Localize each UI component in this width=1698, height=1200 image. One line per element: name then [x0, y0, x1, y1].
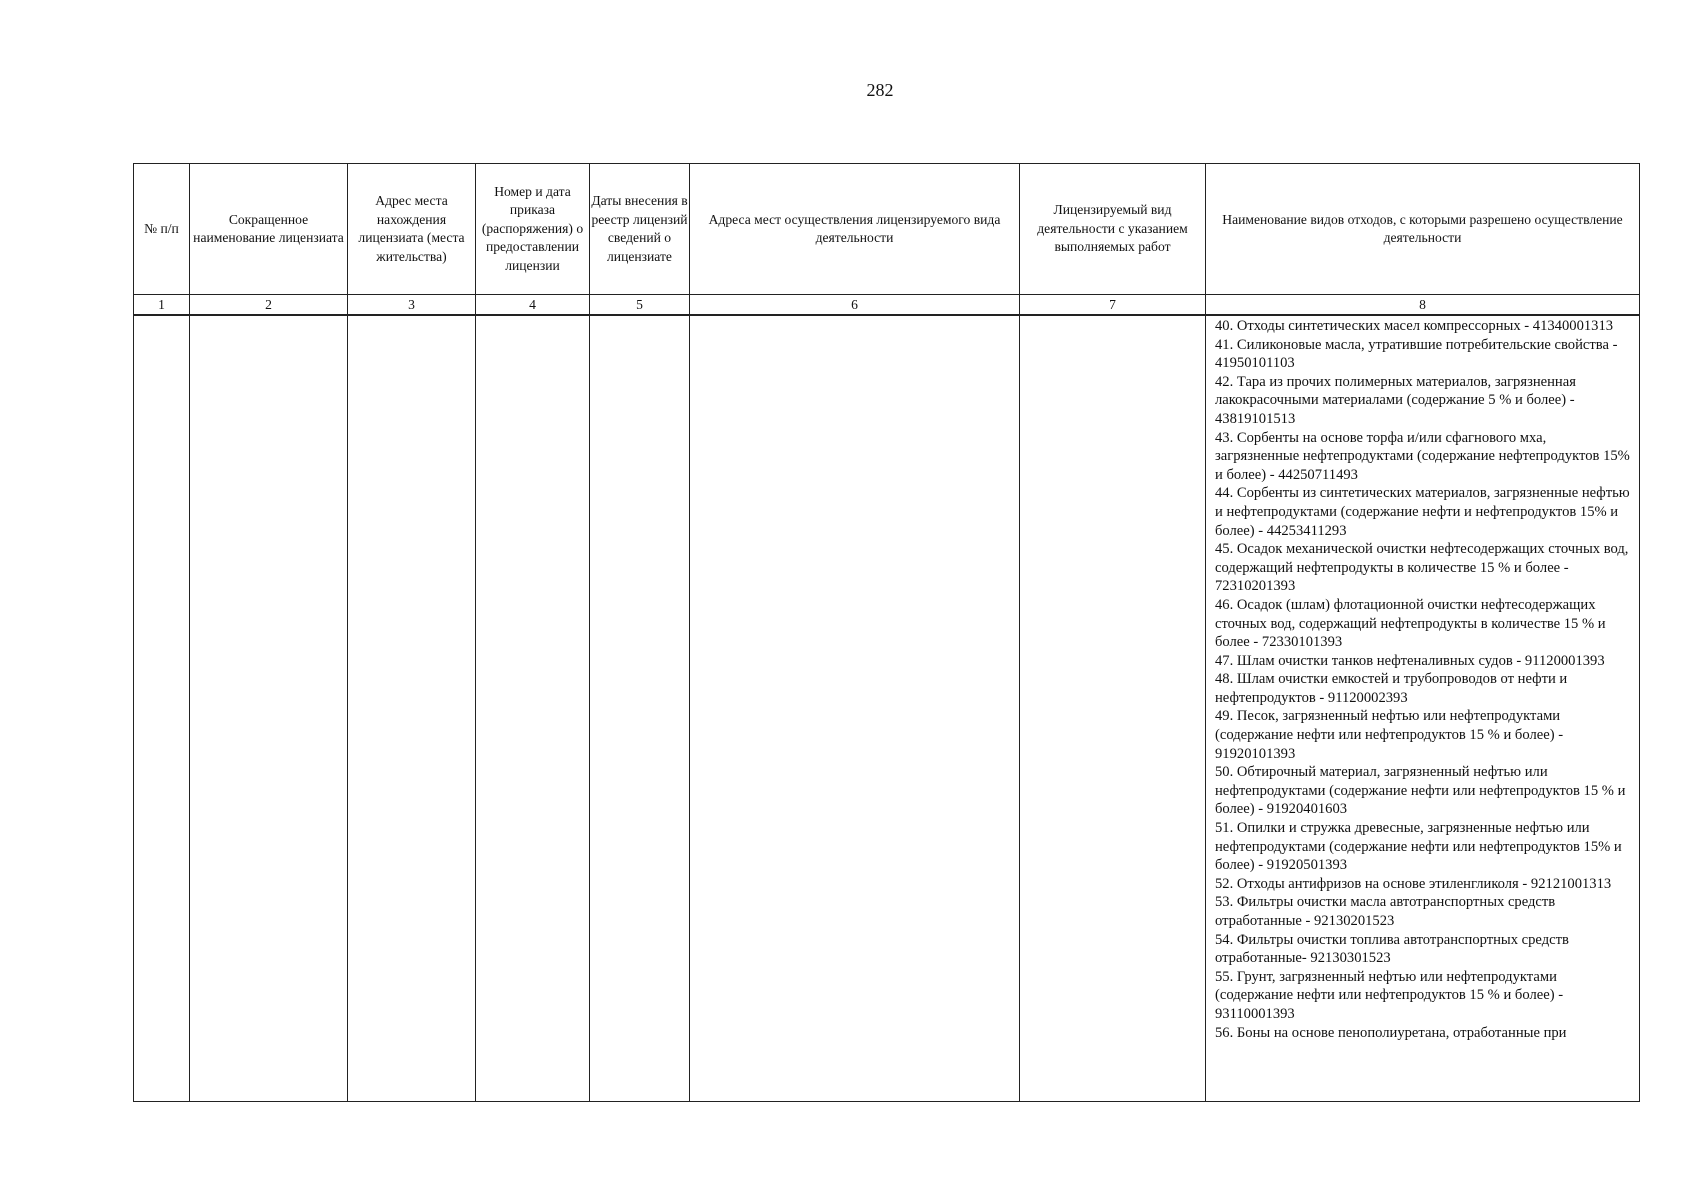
waste-item: 45. Осадок механической очистки нефтесодержащих сточных вод, содержащий нефтепродукты в количестве 15 % и более - 72310201393	[1215, 541, 1629, 595]
waste-item: 43. Сорбенты на основе торфа и/или сфагнового мха, загрязненные нефтепродуктами (содержание нефтепродуктов 15% и более) - 44250711493	[1215, 429, 1630, 483]
cell-licensee	[190, 315, 348, 1102]
cell-activity-addresses	[690, 315, 1020, 1102]
waste-item: 48. Шлам очистки емкостей и трубопроводов от нефти и нефтепродуктов - 91120002393	[1215, 671, 1568, 706]
waste-item: 51. Опилки и стружка древесные, загрязненные нефтью или нефтепродуктами (содержание нефти или нефтепродуктов 15% и более) - 91920501393	[1215, 820, 1622, 874]
header-activity-addresses: Адреса мест осуществления лицензируемого вида деятельности	[690, 164, 1020, 295]
cell-address	[348, 315, 476, 1102]
cell-activity-type	[1020, 315, 1206, 1102]
header-row	[134, 164, 1640, 295]
waste-item: 49. Песок, загрязненный нефтью или нефтепродуктами (содержание нефти или нефтепродуктов 15 % и более) - 91920101393	[1215, 708, 1564, 762]
waste-item: 40. Отходы синтетических масел компрессорных - 41340001313	[1215, 318, 1614, 334]
header-waste-types: Наименование видов отходов, с которыми разрешено осуществление деятельности	[1206, 164, 1640, 295]
waste-item: 52. Отходы антифризов на основе этиленгликоля - 92121001313	[1215, 875, 1612, 892]
header-num: № п/п	[134, 164, 190, 295]
waste-item: 54. Фильтры очистки топлива автотранспортных средств отработанные- 92130301523	[1215, 931, 1569, 967]
waste-item: 46. Осадок (шлам) флотационной очистки нефтесодержащих сточных вод, содержащий нефтепродукты в количестве 15 % и более - 72330101393	[1215, 596, 1606, 651]
column-number-row	[134, 295, 1640, 316]
waste-item: 53. Фильтры очистки масла автотранспортных средств отработанные - 92130201523	[1215, 894, 1556, 929]
header-address: Адрес места нахождения лицензиата (места жительства)	[348, 164, 476, 295]
header-registry-dates: Даты внесения в реестр лицензий сведений о лицензиате	[590, 164, 690, 295]
column-number: 8	[1206, 295, 1640, 316]
column-number: 6	[690, 295, 1020, 316]
cell-order	[476, 315, 590, 1102]
cell-num	[134, 315, 190, 1102]
column-number: 3	[348, 295, 476, 316]
column-number: 7	[1020, 295, 1206, 316]
header-activity-type: Лицензируемый вид деятельности с указанием выполняемых работ	[1020, 164, 1206, 295]
waste-item: 55. Грунт, загрязненный нефтью или нефтепродуктами (содержание нефти или нефтепродуктов 15 % и более) - 93110001393	[1215, 968, 1564, 1022]
column-number: 1	[134, 295, 190, 316]
waste-item: 44. Сорбенты из синтетических материалов, загрязненные нефтью и нефтепродуктами (содержание нефти и нефтепродуктов 15% и более) - 44253411293	[1215, 485, 1630, 539]
waste-item: 56. Боны на основе пенополиуретана, отработанные при	[1215, 1024, 1567, 1041]
cell-waste-types	[1206, 315, 1640, 1102]
waste-item: 41. Силиконовые масла, утратившие потребительские свойства - 41950101103	[1215, 336, 1618, 372]
table-row	[134, 315, 1640, 1102]
column-number: 4	[476, 295, 590, 316]
waste-item: 47. Шлам очистки танков нефтеналивных судов - 91120001393	[1215, 652, 1605, 669]
waste-item: 42. Тара из прочих полимерных материалов, загрязненная лакокрасочными материалами (содержание 5 % и более) - 43819101513	[1215, 373, 1576, 427]
header-licensee: Сокращенное наименование лицензиата	[190, 164, 348, 295]
waste-item: 50. Обтирочный материал, загрязненный нефтью или нефтепродуктами (содержание нефти или нефтепродуктов 15 % и более) - 91920401603	[1215, 764, 1626, 818]
header-order: Номер и дата приказа (распоряжения) о предоставлении лицензии	[476, 164, 590, 295]
column-number: 2	[190, 295, 348, 316]
cell-registry-dates	[590, 315, 690, 1102]
page-number: 282	[866, 80, 894, 100]
license-register-table	[133, 163, 1640, 1102]
column-number: 5	[590, 295, 690, 316]
